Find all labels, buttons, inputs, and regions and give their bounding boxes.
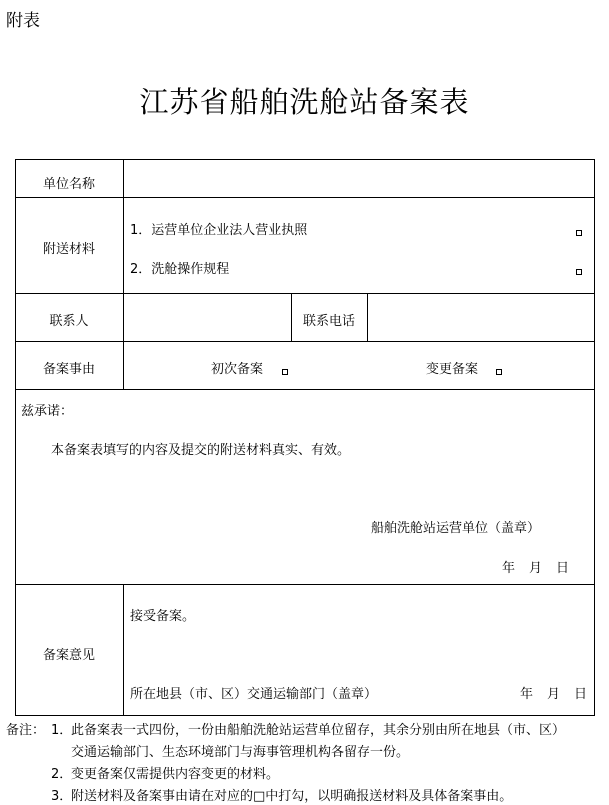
table-rule	[123, 584, 124, 716]
phone-label: 联系电话	[302, 314, 355, 329]
opinion-date-year: 年	[520, 687, 534, 702]
material-procedures-checkbox[interactable]	[576, 269, 582, 275]
unit-name-field[interactable]	[127, 160, 591, 196]
contact-field[interactable]	[127, 296, 287, 338]
table-rule	[15, 389, 595, 390]
note-line: 变更备案仅需提供内容变更的材料。	[71, 767, 280, 782]
note-number: 2．	[51, 767, 73, 782]
table-rule	[594, 159, 595, 716]
table-rule	[15, 293, 595, 294]
note-line: 附送材料及备案事由请在对应的□中打勾，以明确报送材料及具体备案事由。	[71, 789, 513, 804]
note-number: 1．	[51, 723, 73, 738]
matter-change-checkbox[interactable]	[496, 369, 502, 375]
notes-heading: 备注：	[6, 723, 46, 738]
opinion-label: 备案意见	[42, 648, 95, 663]
filing-form-table	[15, 159, 595, 716]
matter-initial-label: 初次备案	[211, 362, 264, 377]
matter-change-label: 变更备案	[426, 362, 479, 377]
table-rule	[15, 197, 595, 198]
form-title: 江苏省船舶洗舱站备案表	[139, 85, 470, 119]
pledge-signer: 船舶洗舱站运营单位（盖章）	[371, 521, 541, 536]
material-license-checkbox[interactable]	[576, 230, 582, 236]
note-line: 此备案表一式四份，一份由船舶洗舱站运营单位留存，其余分别由所在地县（市、区）	[71, 723, 566, 738]
note-line: 交通运输部门、生态环境部门与海事管理机构各留存一份。	[71, 745, 410, 760]
table-rule	[123, 159, 124, 390]
opinion-date-day: 日	[574, 687, 588, 702]
material-item-procedures: 2．洗舱操作规程	[130, 262, 230, 277]
note-number: 3．	[51, 789, 73, 804]
phone-field[interactable]	[371, 296, 591, 338]
table-rule	[15, 715, 595, 716]
appendix-label: 附表	[6, 11, 40, 31]
unit-name-label: 单位名称	[42, 177, 95, 192]
table-rule	[15, 584, 595, 585]
material-item-license: 1．运营单位企业法人营业执照	[130, 223, 308, 238]
notes-section	[6, 720, 565, 805]
matter-label: 备案事由	[42, 362, 95, 377]
pledge-title: 兹承诺：	[21, 404, 74, 419]
opinion-date-month: 月	[547, 687, 561, 702]
opinion-text: 接受备案。	[130, 609, 196, 624]
opinion-signer: 所在地县（市、区）交通运输部门（盖章）	[130, 687, 378, 702]
pledge-date-month: 月	[529, 561, 543, 576]
table-rule	[15, 341, 595, 342]
matter-initial-checkbox[interactable]	[282, 369, 288, 375]
materials-label: 附送材料	[42, 242, 95, 257]
contact-label: 联系人	[49, 314, 89, 329]
pledge-date-year: 年	[502, 561, 516, 576]
pledge-text: 本备案表填写的内容及提交的附送材料真实、有效。	[51, 443, 351, 458]
pledge-date-day: 日	[556, 561, 570, 576]
table-rule	[367, 293, 368, 342]
